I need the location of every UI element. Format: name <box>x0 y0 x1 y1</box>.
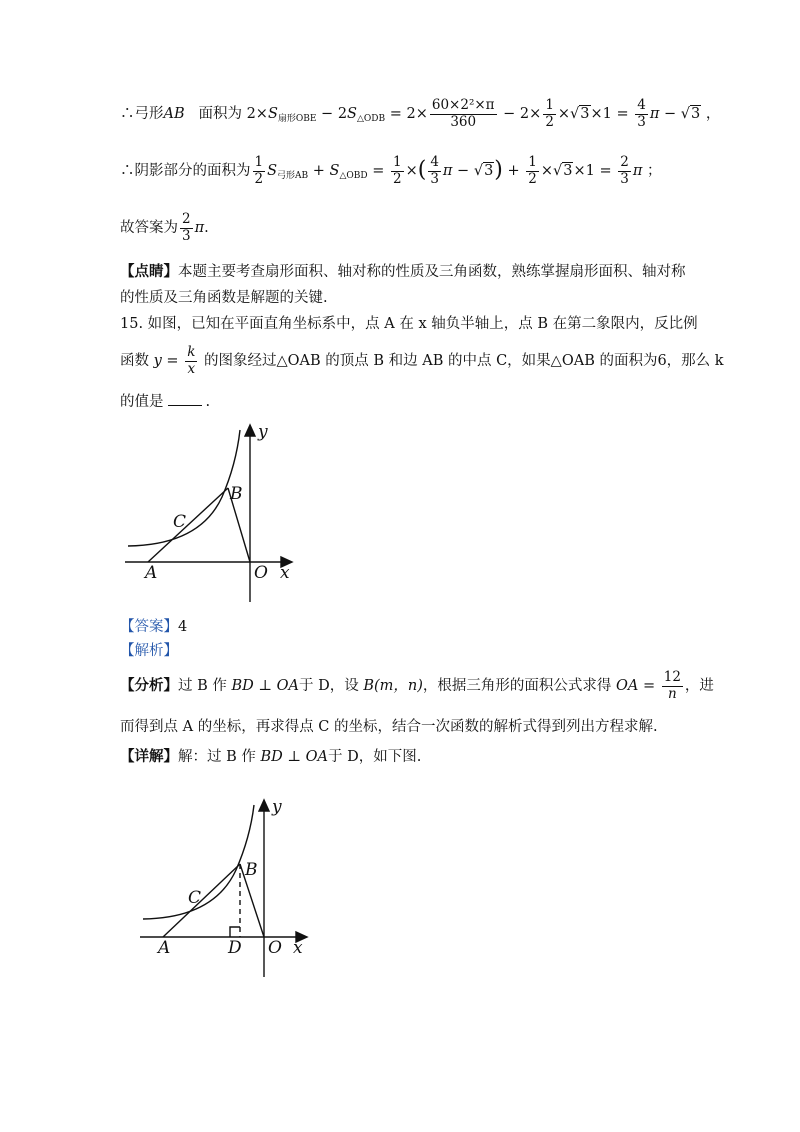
label-x: x <box>280 563 290 583</box>
text: AB <box>163 106 185 123</box>
label: 【分析】 <box>120 677 178 695</box>
text: △ODB <box>356 114 386 125</box>
text: 过 B 作 <box>178 678 227 695</box>
answer-value: 4 <box>178 619 188 635</box>
text: △OBD <box>339 171 368 182</box>
problem-15-line-2: 函数 y = $\frac{k}{x}$ 的图象经过△OAB 的顶点 B 和边 AB 的中点 C，如果△OAB 的面积为6，那么 k <box>120 344 724 377</box>
shaded-area-line: ∴阴影部分的面积为 $\frac{1}{2}$ $S_{弓形AB} + S_{\triangle OBD}$ = $\frac{1}{2}$ ×( $\frac{4}{3}$ π − √3) + $\frac{1}{2}$ ×√3×1 = $\frac{2}{3}$ π ； <box>120 154 662 187</box>
text: 函数 <box>120 353 149 370</box>
label-o: O <box>254 563 268 583</box>
text: 而得到点 A 的坐标，再求得点 C 的坐标，结合一次函数的解析式得到列出方程求解. <box>120 719 658 735</box>
label-c: C <box>188 888 202 908</box>
label-o: O <box>268 938 282 958</box>
problem-15-line-3: 的值是 . <box>120 394 211 410</box>
text: 故答案为 <box>120 220 178 237</box>
formula: B(m，n) <box>363 678 423 695</box>
fraction: $\frac{4}{3}$ <box>430 154 439 187</box>
text: ∴弓形 <box>120 106 164 123</box>
segment-ab <box>163 864 240 937</box>
text: 3 <box>182 227 191 244</box>
right-angle-mark <box>230 927 240 937</box>
text: 2 <box>545 113 554 130</box>
text: ； <box>646 163 662 180</box>
text: 的性质及三角函数是解题的关键. <box>120 290 328 306</box>
label: 【点睛】 <box>120 263 178 280</box>
fraction: $\frac{1}{2}$ <box>528 154 537 187</box>
text: 3 <box>620 170 629 187</box>
text: 4 <box>637 97 646 113</box>
label-a: A <box>158 938 171 958</box>
answer-line: 故答案为 $\frac{2}{3}$ π. <box>120 211 209 244</box>
text: 扇形OBE <box>277 114 317 125</box>
label-y: y <box>272 797 282 817</box>
problem-number: 15. <box>120 316 144 332</box>
text: 的值是 <box>120 394 164 410</box>
text: 如图，已知在平面直角坐标系中，点 A 在 x 轴负半轴上，点 B 在第二象限内，反比例 <box>147 316 698 332</box>
text: ，进 <box>684 678 714 695</box>
label-x: x <box>293 938 303 958</box>
fraction: $\frac{1}{2}$ <box>254 154 264 187</box>
label-c: C <box>173 512 187 532</box>
text: 面积为 <box>198 106 242 123</box>
text: ∴阴影部分的面积为 <box>120 163 251 180</box>
text: ，根据三角形的面积公式求得 <box>422 678 612 695</box>
text: 于 D，如下图. <box>327 749 422 765</box>
label-y: y <box>258 422 268 442</box>
text: 2 <box>182 211 191 227</box>
text: ， <box>705 106 721 123</box>
text: 3 <box>637 113 646 130</box>
text: 60×2²×π <box>431 97 495 113</box>
label: 【答案】 <box>120 619 178 635</box>
label-d: D <box>228 938 242 958</box>
text: 360 <box>450 113 477 130</box>
area-bow-line: ∴弓形AB 面积为 $2\times S_{扇形OBE} - 2S_{\triangle ODB} = 2\times$ $\frac{\text{60×2²×π}}{360}$ − 2× $\frac{1}{2}$ ×√3×1 = $\frac{4}{3}$ π − √3 ， <box>120 97 721 130</box>
formula: BD ⊥ OA <box>260 749 328 765</box>
label: 【详解】 <box>120 748 178 765</box>
text: 解：过 B 作 <box>178 749 256 765</box>
text: 的图象经过△OAB 的顶点 B 和边 AB 的中点 C，如果△OAB 的面积为6，那么 k <box>203 353 724 370</box>
text: 本题主要考查扇形面积、轴对称的性质及三角函数，熟练掌握扇形面积、轴对称 <box>178 264 686 280</box>
label-a: A <box>145 563 158 583</box>
label-b: B <box>230 484 243 504</box>
text: 12 <box>663 669 681 685</box>
text: 1 <box>545 97 554 113</box>
fraction: $\frac{1}{2}$ <box>392 154 402 187</box>
text: 于 D，设 <box>298 678 359 695</box>
text: 弓形AB <box>277 171 309 182</box>
label: 【解析】 <box>120 643 178 659</box>
y-axis-arrow <box>259 800 269 811</box>
formula: BD ⊥ OA <box>231 678 299 695</box>
fenxi-line-1: 【分析】过 B 作 BD ⊥ OA于 D，设 B(m，n)，根据三角形的面积公式求得 OA = $\frac{12}{n}$ ，进 <box>120 669 714 702</box>
label-b: B <box>245 860 258 880</box>
fraction: $\frac{k}{x}$ <box>187 344 196 377</box>
text: n <box>667 685 677 702</box>
text: 2 <box>620 154 629 170</box>
